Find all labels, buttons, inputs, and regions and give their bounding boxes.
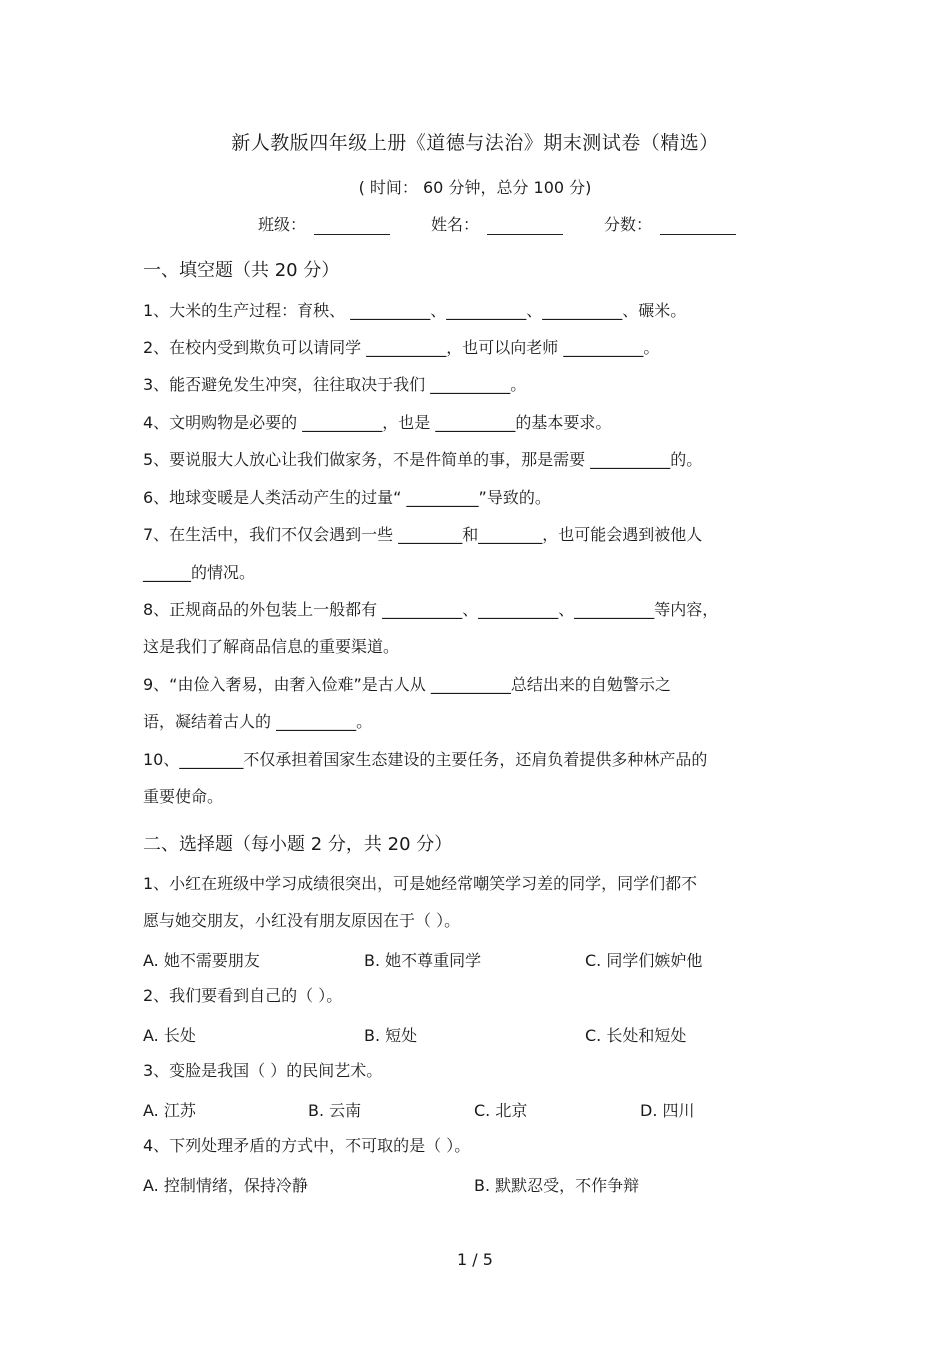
option-c: C. 北京 xyxy=(474,1101,528,1120)
option-a: A. 她不需要朋友 xyxy=(143,951,260,970)
page-title: 新人教版四年级上册《道德与法治》期末测试卷（精选） xyxy=(231,132,719,154)
section-heading-fill-blank: 一、填空题（共 20 分） xyxy=(143,260,340,281)
option-a: A. 控制情绪，保持冷静 xyxy=(143,1176,308,1195)
question-line: 6、地球变暖是人类活动产生的过量“ _________”导致的。 xyxy=(143,488,551,507)
question-line: 语，凝结着古人的 __________。 xyxy=(143,712,373,731)
option-c: C. 同学们嫉妒他 xyxy=(585,951,703,970)
option-a: A. 江苏 xyxy=(143,1101,196,1120)
option-c: C. 长处和短处 xyxy=(585,1026,687,1045)
class-field xyxy=(258,212,390,235)
question-line: ______的情况。 xyxy=(143,563,256,582)
option-b: B. 默默忍受，不作争辩 xyxy=(474,1176,640,1195)
option-a: A. 长处 xyxy=(143,1026,196,1045)
option-b: B. 她不尊重同学 xyxy=(364,951,482,970)
question-line: 4、下列处理矛盾的方式中，不可取的是（ ）。 xyxy=(143,1136,471,1155)
question-line: 1、小红在班级中学习成绩很突出，可是她经常嘲笑学习差的同学，同学们都不 xyxy=(143,874,698,893)
class-label: 班级： xyxy=(258,215,307,234)
question-line: 3、能否避免发生冲突，往往取决于我们 __________。 xyxy=(143,375,527,394)
option-b: B. 云南 xyxy=(308,1101,362,1120)
question-line: 2、我们要看到自己的（ ）。 xyxy=(143,986,343,1005)
option-d: D. 四川 xyxy=(640,1101,695,1120)
name-field xyxy=(431,212,563,235)
question-line: 愿与她交朋友，小红没有朋友原因在于（ ）。 xyxy=(143,911,461,930)
question-line: 5、要说服大人放心让我们做家务，不是件简单的事，那是需要 __________的。 xyxy=(143,450,703,469)
question-line: 1、大米的生产过程：育秧、 __________、__________、__________、碾米。 xyxy=(143,301,687,320)
question-line: 7、在生活中，我们不仅会遇到一些 ________和________，也可能会遇到被他人 xyxy=(143,525,703,544)
page-number: 1 / 5 xyxy=(457,1250,493,1269)
option-b: B. 短处 xyxy=(364,1026,418,1045)
class-blank xyxy=(314,217,390,235)
question-line: 3、变脸是我国（ ）的民间艺术。 xyxy=(143,1061,383,1080)
exam-time-score: ( 时间： 60 分钟，总分 100 分) xyxy=(358,178,592,197)
score-field xyxy=(604,212,736,235)
question-line: 9、“由俭入奢易，由奢入俭难”是古人从 __________总结出来的自勉警示之 xyxy=(143,675,671,694)
question-line: 4、文明购物是必要的 __________，也是 __________的基本要求。 xyxy=(143,413,612,432)
score-blank xyxy=(660,217,736,235)
question-line: 重要使命。 xyxy=(143,787,224,806)
question-line: 10、________不仅承担着国家生态建设的主要任务，还肩负着提供多种林产品的 xyxy=(143,750,708,769)
score-label: 分数： xyxy=(604,215,653,234)
section-heading-choice: 二、选择题（每小题 2 分，共 20 分） xyxy=(143,834,453,855)
question-line: 8、正规商品的外包装上一般都有 __________、__________、__________等内容， xyxy=(143,600,719,619)
name-blank xyxy=(487,217,563,235)
question-line: 这是我们了解商品信息的重要渠道。 xyxy=(143,637,400,656)
name-label: 姓名： xyxy=(431,215,480,234)
question-line: 2、在校内受到欺负可以请同学 __________，也可以向老师 __________。 xyxy=(143,338,660,357)
